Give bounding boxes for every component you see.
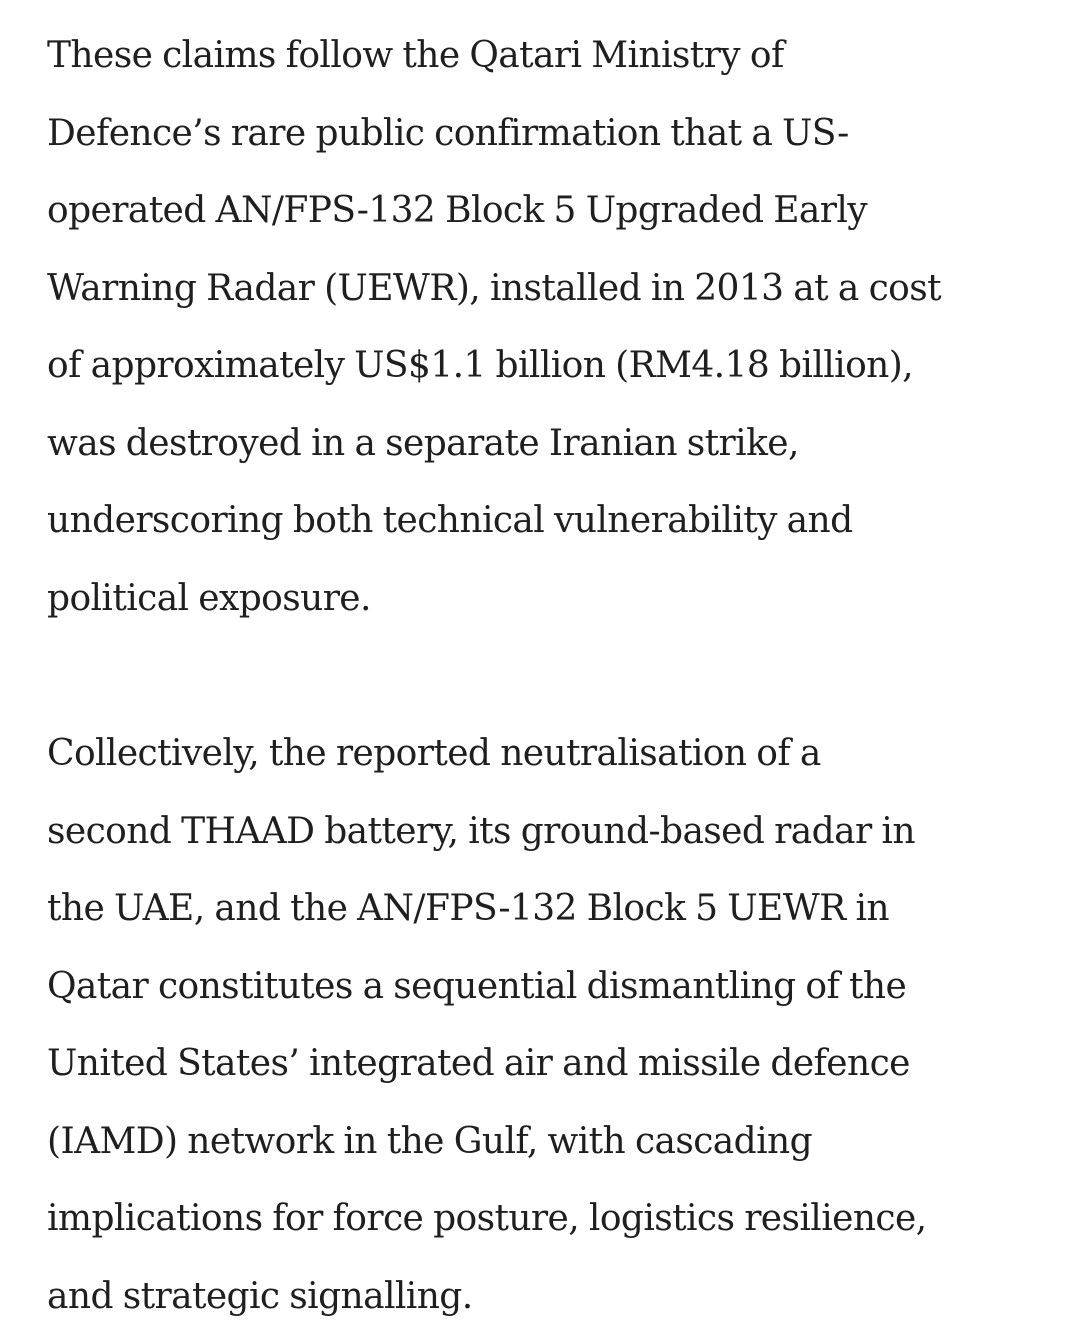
text-line: and strategic signalling. [47, 1275, 473, 1317]
paragraph-iamd-network [47, 715, 1057, 1335]
text-line: the UAE, and the AN/FPS-132 Block 5 UEWR in [47, 888, 889, 929]
text-line: of approximately US$1.1 billion (RM4.18 billion), [47, 345, 914, 386]
text-line: second THAAD battery, its ground-based radar in [47, 810, 915, 852]
text-line: was destroyed in a separate Iranian strike, [47, 422, 799, 464]
text-line: These claims follow the Qatari Ministry of [47, 35, 784, 76]
text-line: Defence’s rare public confirmation that a US- [47, 112, 849, 154]
text-line: Warning Radar (UEWR), installed in 2013 at a cost [47, 267, 941, 309]
text-line: operated AN/FPS-132 Block 5 Upgraded Early [47, 190, 868, 231]
article-body [47, 17, 1057, 1335]
paragraph-radar-destruction [47, 17, 1057, 637]
text-line: United States’ integrated air and missile defence [47, 1043, 910, 1084]
text-line: Collectively, the reported neutralisation of a [47, 733, 821, 774]
text-line: underscoring both technical vulnerability and [47, 500, 853, 541]
text-line: implications for force posture, logistics resilience, [47, 1198, 927, 1239]
text-line: political exposure. [47, 577, 371, 619]
text-line: Qatar constitutes a sequential dismantling of the [47, 965, 907, 1007]
text-line: (IAMD) network in the Gulf, with cascading [47, 1120, 813, 1162]
